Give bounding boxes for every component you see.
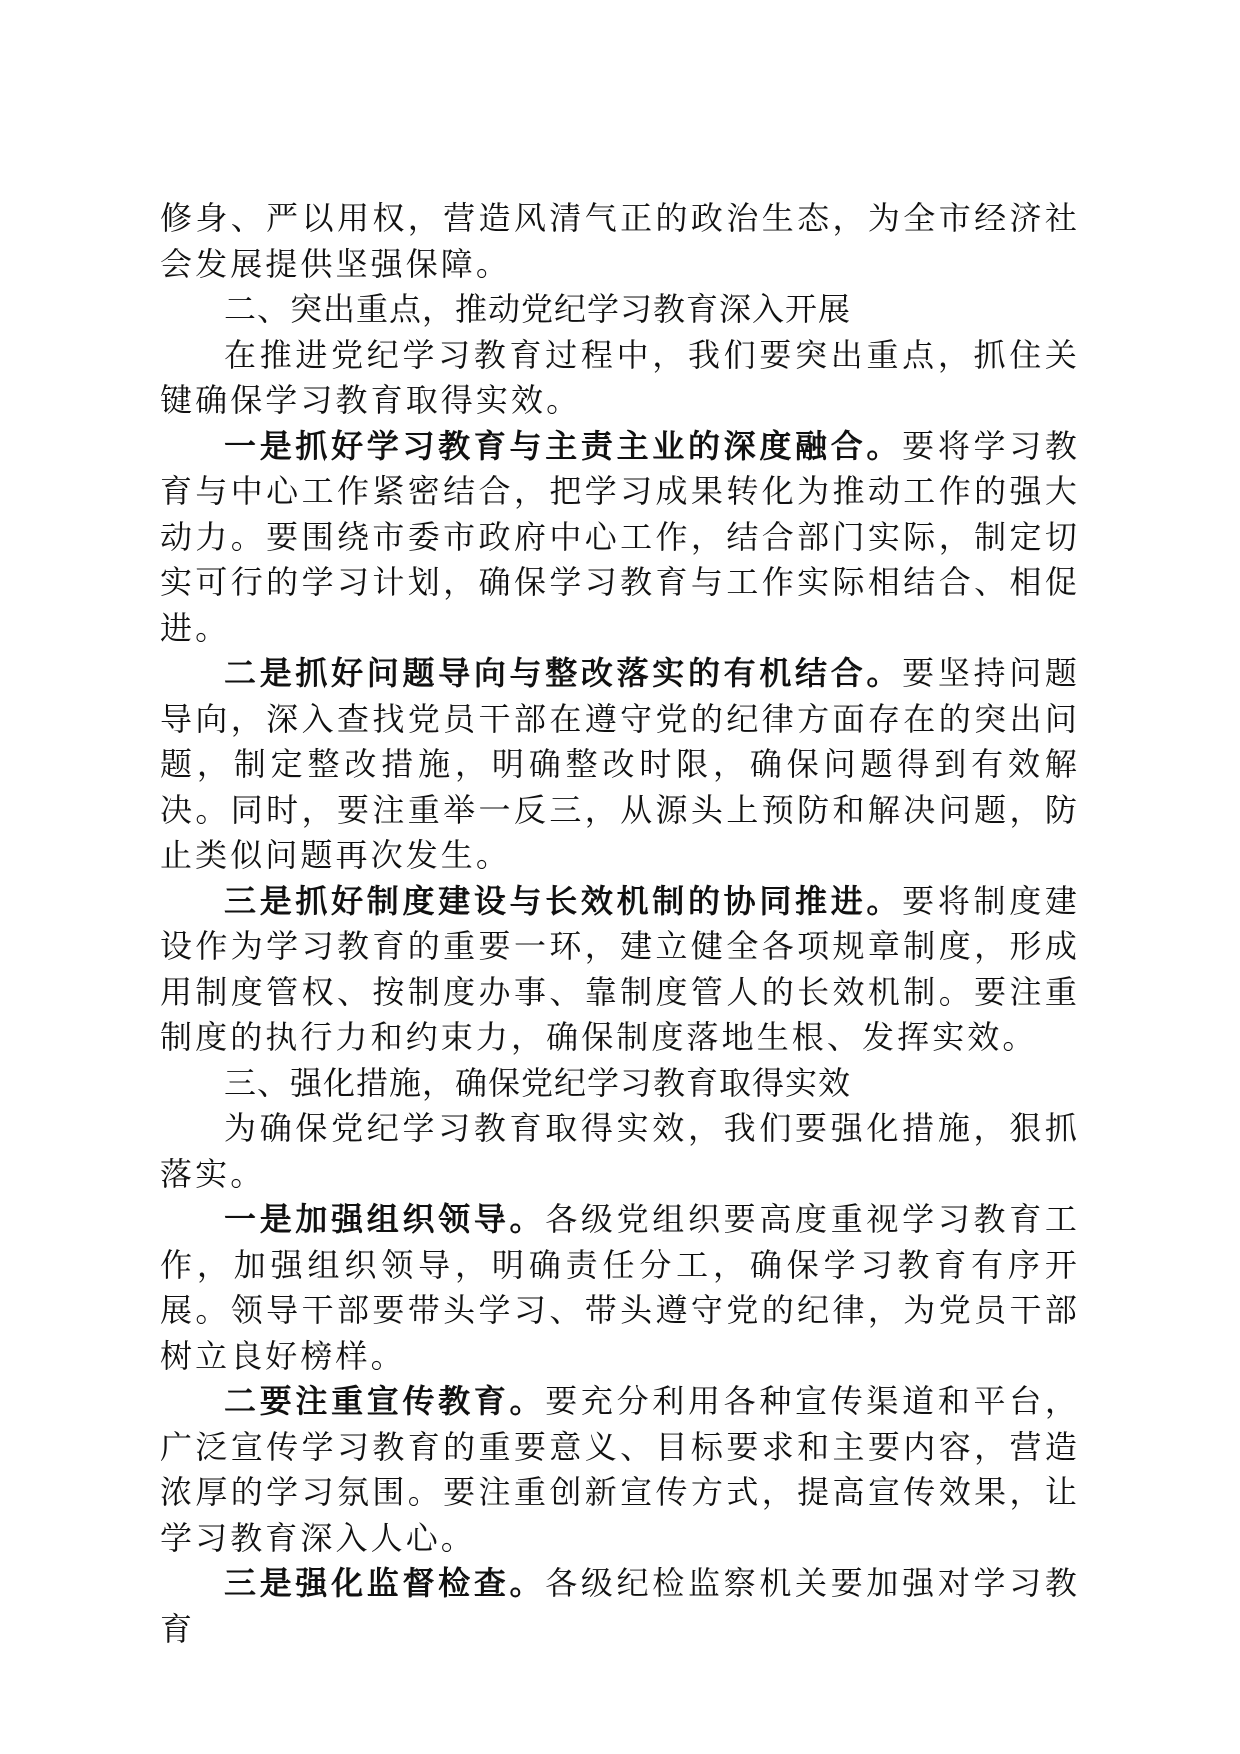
paragraph-text: 要坚持问题导向，深入查找党员干部在遵守党的纪律方面存在的突出问题，制定整改措施，明确整改时限，确保问题得到有效解决。同时，要注重举一反三，从源头上预防和解决问题，防止类似问题再次发生。: [160, 654, 1080, 874]
section-heading-2: [160, 287, 1080, 333]
paragraph-text: 为确保党纪学习教育取得实效，我们要强化措施，狠抓落实。: [160, 1109, 1080, 1193]
paragraph-lead: 一是加强组织领导。: [224, 1200, 546, 1238]
paragraph-text: 要将制度建设作为学习教育的重要一环，建立健全各项规章制度，形成用制度管权、按制度办事、靠制度管人的长效机制。要注重制度的执行力和约束力，确保制度落地生根、发挥实效。: [160, 881, 1080, 1056]
paragraph-text: 要充分利用各种宣传渠道和平台，广泛宣传学习教育的重要意义、目标要求和主要内容，营造浓厚的学习氛围。要注重创新宣传方式，提高宣传效果，让学习教育深入人心。: [160, 1382, 1080, 1557]
paragraph-point-2-3: [160, 879, 1080, 1061]
paragraph-text: 修身、严以用权，营造风清气正的政治生态，为全市经济社会发展提供坚强保障。: [160, 199, 1080, 283]
paragraph-lead: 一是抓好学习教育与主责主业的深度融合。: [224, 426, 903, 465]
heading-text: 二、突出重点，推动党纪学习教育深入开展: [224, 290, 852, 328]
paragraph-lead: 二要注重宣传教育。: [224, 1382, 546, 1420]
paragraph-lead: 二是抓好问题导向与整改落实的有机结合。: [224, 654, 903, 692]
paragraph-intro-3: [160, 1106, 1080, 1197]
paragraph-lead: 三是抓好制度建设与长效机制的协同推进。: [224, 881, 903, 920]
paragraph-point-2-1: [160, 424, 1080, 652]
paragraph-text: 要将学习教育与中心工作紧密结合，把学习成果转化为推动工作的强大动力。要围绕市委市政府中心工作，结合部门实际，制定切实可行的学习计划，确保学习教育与工作实际相结合、相促进。: [160, 426, 1080, 647]
paragraph-point-3-1: [160, 1197, 1080, 1379]
document-page: [160, 196, 1080, 1652]
paragraph-lead: 三是强化监督检查。: [224, 1564, 546, 1602]
paragraph-intro-2: [160, 333, 1080, 424]
paragraph-point-3-2: [160, 1379, 1080, 1561]
section-heading-3: [160, 1061, 1080, 1107]
paragraph-point-3-3: [160, 1561, 1080, 1652]
paragraph-closing-text: [160, 196, 1080, 287]
paragraph-text: 各级党组织要高度重视学习教育工作，加强组织领导，明确责任分工，确保学习教育有序开展。领导干部要带头学习、带头遵守党的纪律，为党员干部树立良好榜样。: [160, 1200, 1080, 1375]
heading-text: 三、强化措施，确保党纪学习教育取得实效: [224, 1063, 852, 1102]
paragraph-text: 在推进党纪学习教育过程中，我们要突出重点，抓住关键确保学习教育取得实效。: [160, 335, 1080, 419]
paragraph-point-2-2: [160, 651, 1080, 879]
paragraph-text: 各级纪检监察机关要加强对学习教育: [160, 1564, 1080, 1648]
